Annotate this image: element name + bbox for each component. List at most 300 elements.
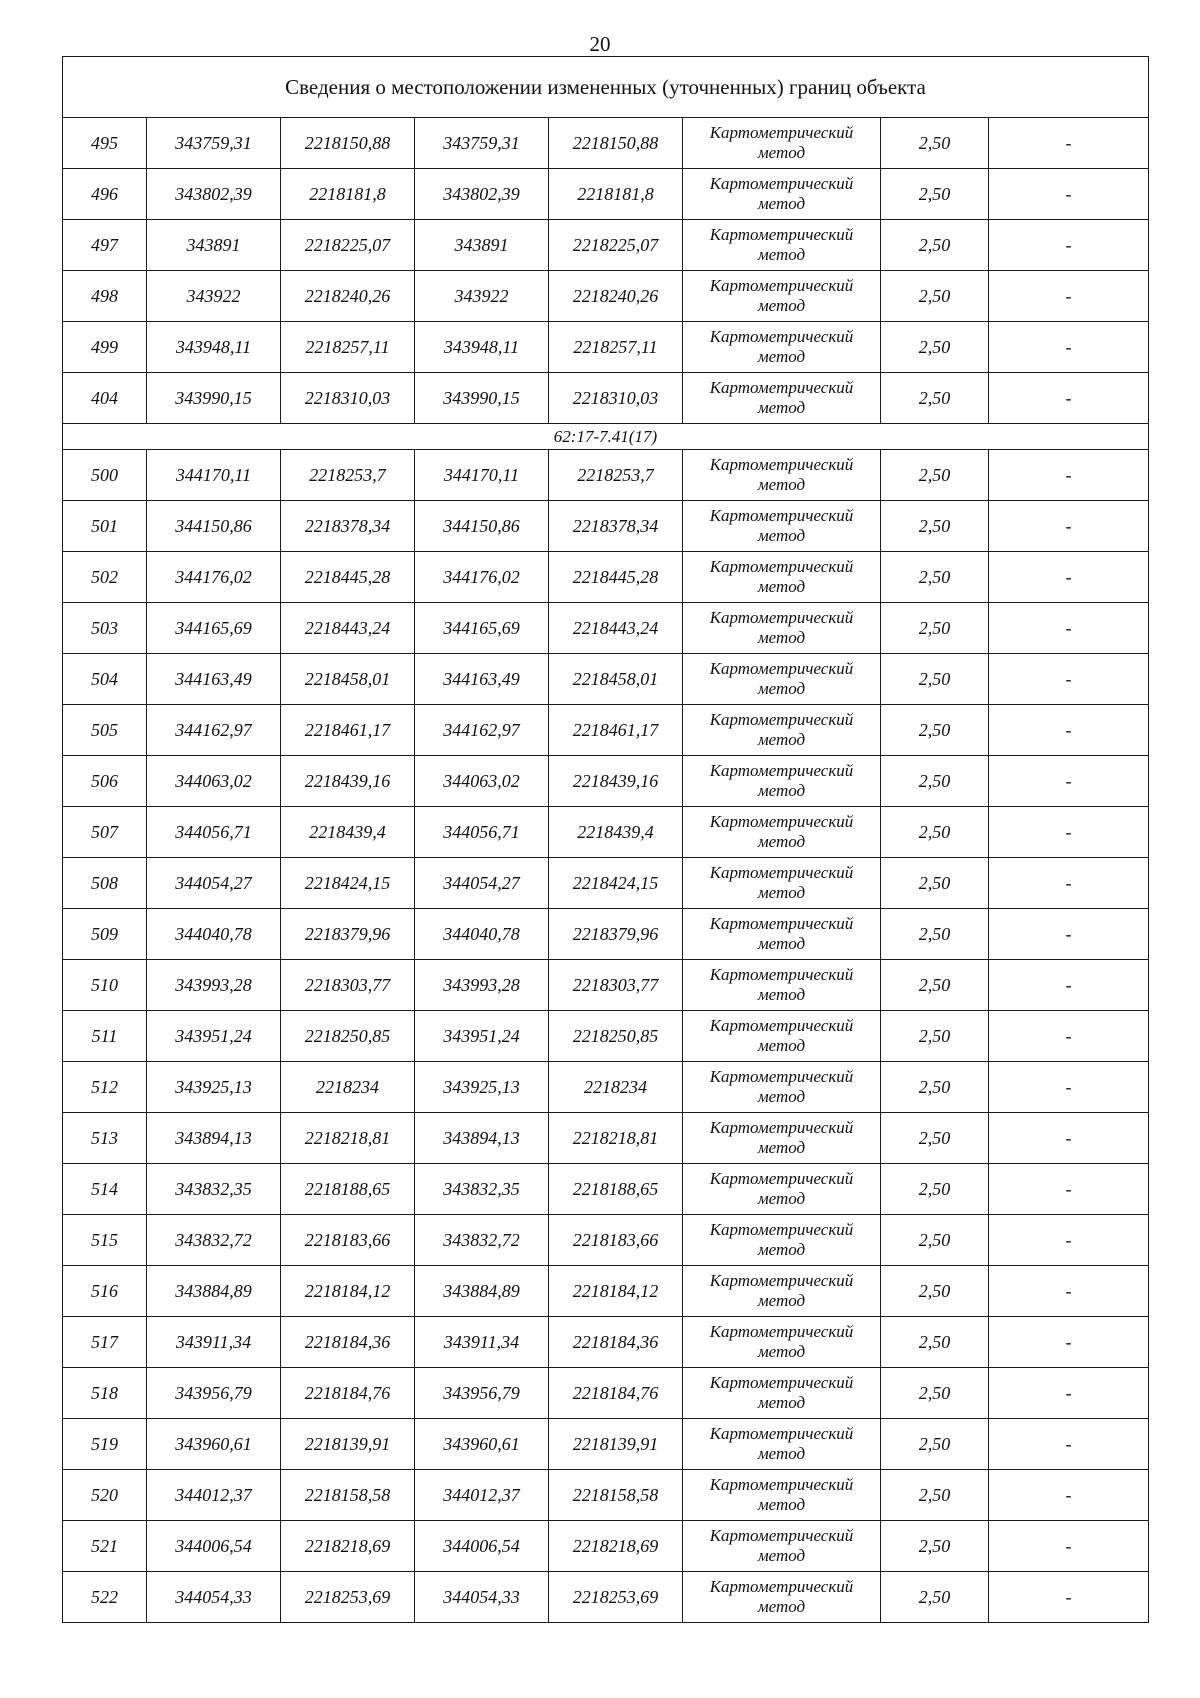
existing-x-cell: 343891: [147, 220, 281, 271]
new-y-cell: 2218218,69: [549, 1521, 683, 1572]
existing-y-cell: 2218218,69: [281, 1521, 415, 1572]
existing-x-cell: 344006,54: [147, 1521, 281, 1572]
existing-y-cell: 2218378,34: [281, 501, 415, 552]
new-y-cell: 2218378,34: [549, 501, 683, 552]
accuracy-cell: 2,50: [881, 960, 989, 1011]
point-number-cell: 495: [63, 118, 147, 169]
existing-y-cell: 2218139,91: [281, 1419, 415, 1470]
new-x-cell: 344063,02: [415, 756, 549, 807]
method-cell: [683, 1470, 881, 1521]
accuracy-cell: 2,50: [881, 373, 989, 424]
note-cell: -: [989, 654, 1149, 705]
point-number-cell: 507: [63, 807, 147, 858]
point-number-cell: 496: [63, 169, 147, 220]
accuracy-cell: 2,50: [881, 1113, 989, 1164]
note-cell: -: [989, 450, 1149, 501]
existing-y-cell: 2218253,69: [281, 1572, 415, 1623]
accuracy-cell: 2,50: [881, 1419, 989, 1470]
new-x-cell: 344176,02: [415, 552, 549, 603]
point-number-cell: 513: [63, 1113, 147, 1164]
method-line-2: метод: [757, 985, 806, 1004]
new-y-cell: 2218184,36: [549, 1317, 683, 1368]
note-cell: -: [989, 1011, 1149, 1062]
method-cell: [683, 1368, 881, 1419]
existing-x-cell: 344150,86: [147, 501, 281, 552]
existing-y-cell: 2218150,88: [281, 118, 415, 169]
note-cell: -: [989, 1113, 1149, 1164]
table-row: [63, 1215, 1149, 1266]
point-number-cell: 502: [63, 552, 147, 603]
table-row: [63, 1572, 1149, 1623]
table-row: [63, 1368, 1149, 1419]
note-cell: -: [989, 858, 1149, 909]
note-cell: -: [989, 271, 1149, 322]
note-cell: -: [989, 909, 1149, 960]
existing-y-cell: 2218443,24: [281, 603, 415, 654]
accuracy-cell: 2,50: [881, 220, 989, 271]
new-y-cell: 2218443,24: [549, 603, 683, 654]
new-x-cell: 343832,72: [415, 1215, 549, 1266]
existing-x-cell: 344176,02: [147, 552, 281, 603]
new-x-cell: 343925,13: [415, 1062, 549, 1113]
point-number-cell: 404: [63, 373, 147, 424]
existing-x-cell: 343993,28: [147, 960, 281, 1011]
point-number-cell: 512: [63, 1062, 147, 1113]
point-number-cell: 504: [63, 654, 147, 705]
method-line-2: метод: [757, 781, 806, 800]
existing-y-cell: 2218439,16: [281, 756, 415, 807]
point-number-cell: 522: [63, 1572, 147, 1623]
method-line-1: Картометрический: [709, 1067, 854, 1086]
point-number-cell: 498: [63, 271, 147, 322]
method-line-1: Картометрический: [709, 1373, 854, 1392]
existing-x-cell: 343802,39: [147, 169, 281, 220]
new-x-cell: 343759,31: [415, 118, 549, 169]
new-x-cell: 343951,24: [415, 1011, 549, 1062]
new-x-cell: 343993,28: [415, 960, 549, 1011]
existing-y-cell: 2218218,81: [281, 1113, 415, 1164]
note-cell: -: [989, 1317, 1149, 1368]
note-cell: -: [989, 1266, 1149, 1317]
table-title: Сведения о местоположении измененных (уточненных) границ объекта: [63, 57, 1149, 118]
existing-y-cell: 2218184,76: [281, 1368, 415, 1419]
existing-x-cell: 343956,79: [147, 1368, 281, 1419]
point-number-cell: 505: [63, 705, 147, 756]
method-cell: [683, 450, 881, 501]
existing-y-cell: 2218458,01: [281, 654, 415, 705]
new-x-cell: 343802,39: [415, 169, 549, 220]
note-cell: -: [989, 1164, 1149, 1215]
accuracy-cell: 2,50: [881, 1011, 989, 1062]
point-number-cell: 501: [63, 501, 147, 552]
table-row: [63, 220, 1149, 271]
accuracy-cell: 2,50: [881, 756, 989, 807]
new-y-cell: 2218183,66: [549, 1215, 683, 1266]
accuracy-cell: 2,50: [881, 1470, 989, 1521]
method-line-1: Картометрический: [709, 965, 854, 984]
new-y-cell: 2218439,16: [549, 756, 683, 807]
existing-x-cell: 343894,13: [147, 1113, 281, 1164]
existing-y-cell: 2218379,96: [281, 909, 415, 960]
point-number-cell: 511: [63, 1011, 147, 1062]
note-cell: -: [989, 1470, 1149, 1521]
new-y-cell: 2218424,15: [549, 858, 683, 909]
method-line-2: метод: [757, 398, 806, 417]
table-row: [63, 1113, 1149, 1164]
method-line-1: Картометрический: [709, 1271, 854, 1290]
method-line-2: метод: [757, 1036, 806, 1055]
table-row: [63, 807, 1149, 858]
note-cell: -: [989, 1521, 1149, 1572]
method-line-1: Картометрический: [709, 914, 854, 933]
method-cell: [683, 1317, 881, 1368]
new-x-cell: 343922: [415, 271, 549, 322]
method-cell: [683, 654, 881, 705]
existing-x-cell: 344163,49: [147, 654, 281, 705]
method-cell: [683, 501, 881, 552]
method-line-1: Картометрический: [709, 608, 854, 627]
table-row: [63, 450, 1149, 501]
method-cell: [683, 1419, 881, 1470]
note-cell: -: [989, 220, 1149, 271]
existing-y-cell: 2218253,7: [281, 450, 415, 501]
method-line-1: Картометрический: [709, 710, 854, 729]
table-row: [63, 705, 1149, 756]
new-x-cell: 343891: [415, 220, 549, 271]
new-x-cell: 344163,49: [415, 654, 549, 705]
accuracy-cell: 2,50: [881, 1164, 989, 1215]
accuracy-cell: 2,50: [881, 169, 989, 220]
existing-x-cell: 343960,61: [147, 1419, 281, 1470]
accuracy-cell: 2,50: [881, 1317, 989, 1368]
method-line-2: метод: [757, 883, 806, 902]
existing-x-cell: 343951,24: [147, 1011, 281, 1062]
method-line-1: Картометрический: [709, 1169, 854, 1188]
table-title-row: [63, 57, 1149, 118]
point-number-cell: 519: [63, 1419, 147, 1470]
new-x-cell: 343832,35: [415, 1164, 549, 1215]
method-cell: [683, 909, 881, 960]
existing-x-cell: 344040,78: [147, 909, 281, 960]
new-y-cell: 2218257,11: [549, 322, 683, 373]
new-x-cell: 344054,27: [415, 858, 549, 909]
method-line-2: метод: [757, 1240, 806, 1259]
existing-x-cell: 343884,89: [147, 1266, 281, 1317]
new-y-cell: 2218234: [549, 1062, 683, 1113]
accuracy-cell: 2,50: [881, 118, 989, 169]
existing-x-cell: 343832,35: [147, 1164, 281, 1215]
existing-x-cell: 344054,33: [147, 1572, 281, 1623]
new-y-cell: 2218439,4: [549, 807, 683, 858]
method-line-2: метод: [757, 628, 806, 647]
point-number-cell: 517: [63, 1317, 147, 1368]
existing-x-cell: 344162,97: [147, 705, 281, 756]
note-cell: -: [989, 1419, 1149, 1470]
accuracy-cell: 2,50: [881, 909, 989, 960]
new-y-cell: 2218139,91: [549, 1419, 683, 1470]
new-x-cell: 344056,71: [415, 807, 549, 858]
new-y-cell: 2218253,7: [549, 450, 683, 501]
new-x-cell: 343948,11: [415, 322, 549, 373]
accuracy-cell: 2,50: [881, 1266, 989, 1317]
existing-x-cell: 344012,37: [147, 1470, 281, 1521]
existing-y-cell: 2218461,17: [281, 705, 415, 756]
method-line-1: Картометрический: [709, 225, 854, 244]
accuracy-cell: 2,50: [881, 1572, 989, 1623]
method-cell: [683, 1215, 881, 1266]
existing-y-cell: 2218234: [281, 1062, 415, 1113]
point-number-cell: 520: [63, 1470, 147, 1521]
accuracy-cell: 2,50: [881, 807, 989, 858]
table-row: [63, 1521, 1149, 1572]
existing-x-cell: 344165,69: [147, 603, 281, 654]
method-cell: [683, 603, 881, 654]
existing-x-cell: 343925,13: [147, 1062, 281, 1113]
new-x-cell: 344006,54: [415, 1521, 549, 1572]
new-x-cell: 343956,79: [415, 1368, 549, 1419]
method-cell: [683, 1062, 881, 1113]
method-line-2: метод: [757, 1444, 806, 1463]
method-line-2: метод: [757, 1546, 806, 1565]
table-row: [63, 1062, 1149, 1113]
existing-y-cell: 2218303,77: [281, 960, 415, 1011]
table-row: [63, 1317, 1149, 1368]
method-cell: [683, 1266, 881, 1317]
table-row: [63, 1011, 1149, 1062]
existing-x-cell: 344056,71: [147, 807, 281, 858]
table-row: [63, 603, 1149, 654]
existing-x-cell: 343832,72: [147, 1215, 281, 1266]
point-number-cell: 499: [63, 322, 147, 373]
table-row: [63, 1266, 1149, 1317]
accuracy-cell: 2,50: [881, 552, 989, 603]
method-cell: [683, 1113, 881, 1164]
table-row: [63, 1470, 1149, 1521]
note-cell: -: [989, 960, 1149, 1011]
method-line-2: метод: [757, 1597, 806, 1616]
point-number-cell: 510: [63, 960, 147, 1011]
accuracy-cell: 2,50: [881, 1215, 989, 1266]
method-line-2: метод: [757, 245, 806, 264]
point-number-cell: 497: [63, 220, 147, 271]
existing-y-cell: 2218184,12: [281, 1266, 415, 1317]
existing-x-cell: 344054,27: [147, 858, 281, 909]
method-cell: [683, 1521, 881, 1572]
point-number-cell: 500: [63, 450, 147, 501]
new-x-cell: 343884,89: [415, 1266, 549, 1317]
method-line-1: Картометрический: [709, 174, 854, 193]
existing-x-cell: 343948,11: [147, 322, 281, 373]
table-row: [63, 654, 1149, 705]
method-line-2: метод: [757, 347, 806, 366]
table-row: [63, 756, 1149, 807]
note-cell: -: [989, 322, 1149, 373]
method-line-2: метод: [757, 194, 806, 213]
new-y-cell: 2218379,96: [549, 909, 683, 960]
existing-y-cell: 2218424,15: [281, 858, 415, 909]
method-line-2: метод: [757, 934, 806, 953]
new-x-cell: 343960,61: [415, 1419, 549, 1470]
note-cell: -: [989, 1062, 1149, 1113]
new-y-cell: 2218303,77: [549, 960, 683, 1011]
method-cell: [683, 858, 881, 909]
method-cell: [683, 807, 881, 858]
accuracy-cell: 2,50: [881, 1368, 989, 1419]
new-y-cell: 2218250,85: [549, 1011, 683, 1062]
method-line-1: Картометрический: [709, 1577, 854, 1596]
method-line-2: метод: [757, 1393, 806, 1412]
existing-y-cell: 2218250,85: [281, 1011, 415, 1062]
accuracy-cell: 2,50: [881, 501, 989, 552]
page-number: 20: [589, 32, 611, 56]
method-line-1: Картометрический: [709, 506, 854, 525]
method-line-1: Картометрический: [709, 276, 854, 295]
existing-y-cell: 2218240,26: [281, 271, 415, 322]
note-cell: -: [989, 1215, 1149, 1266]
accuracy-cell: 2,50: [881, 858, 989, 909]
new-y-cell: 2218461,17: [549, 705, 683, 756]
existing-x-cell: 343911,34: [147, 1317, 281, 1368]
method-line-2: метод: [757, 526, 806, 545]
existing-x-cell: 344170,11: [147, 450, 281, 501]
method-cell: [683, 373, 881, 424]
method-line-1: Картометрический: [709, 812, 854, 831]
new-y-cell: 2218184,12: [549, 1266, 683, 1317]
existing-y-cell: 2218188,65: [281, 1164, 415, 1215]
section-label: 62:17-7.41(17): [63, 424, 1149, 450]
method-line-2: метод: [757, 679, 806, 698]
existing-y-cell: 2218310,03: [281, 373, 415, 424]
method-line-2: метод: [757, 143, 806, 162]
point-number-cell: 518: [63, 1368, 147, 1419]
new-y-cell: 2218218,81: [549, 1113, 683, 1164]
new-y-cell: 2218188,65: [549, 1164, 683, 1215]
new-y-cell: 2218445,28: [549, 552, 683, 603]
new-y-cell: 2218225,07: [549, 220, 683, 271]
note-cell: -: [989, 807, 1149, 858]
new-x-cell: 344150,86: [415, 501, 549, 552]
method-line-1: Картометрический: [709, 1220, 854, 1239]
method-line-2: метод: [757, 1342, 806, 1361]
method-line-1: Картометрический: [709, 327, 854, 346]
method-cell: [683, 1011, 881, 1062]
table-row: [63, 1419, 1149, 1470]
method-cell: [683, 271, 881, 322]
point-number-cell: 508: [63, 858, 147, 909]
point-number-cell: 516: [63, 1266, 147, 1317]
method-line-1: Картометрический: [709, 557, 854, 576]
existing-x-cell: 343990,15: [147, 373, 281, 424]
existing-y-cell: 2218184,36: [281, 1317, 415, 1368]
note-cell: -: [989, 118, 1149, 169]
method-cell: [683, 705, 881, 756]
new-y-cell: 2218253,69: [549, 1572, 683, 1623]
method-cell: [683, 756, 881, 807]
point-number-cell: 506: [63, 756, 147, 807]
method-line-1: Картометрический: [709, 1526, 854, 1545]
new-x-cell: 344054,33: [415, 1572, 549, 1623]
method-cell: [683, 1164, 881, 1215]
table-body: [63, 57, 1149, 1623]
new-y-cell: 2218158,58: [549, 1470, 683, 1521]
new-y-cell: 2218310,03: [549, 373, 683, 424]
table-row: [63, 501, 1149, 552]
method-line-1: Картометрический: [709, 1016, 854, 1035]
table-row: [63, 552, 1149, 603]
new-x-cell: 344012,37: [415, 1470, 549, 1521]
new-y-cell: 2218240,26: [549, 271, 683, 322]
new-x-cell: 343990,15: [415, 373, 549, 424]
method-cell: [683, 960, 881, 1011]
new-x-cell: 344165,69: [415, 603, 549, 654]
table-row: [63, 960, 1149, 1011]
method-line-1: Картометрический: [709, 455, 854, 474]
accuracy-cell: 2,50: [881, 654, 989, 705]
method-line-2: метод: [757, 1189, 806, 1208]
method-line-1: Картометрический: [709, 761, 854, 780]
accuracy-cell: 2,50: [881, 1521, 989, 1572]
accuracy-cell: 2,50: [881, 1062, 989, 1113]
note-cell: -: [989, 1368, 1149, 1419]
method-line-1: Картометрический: [709, 1424, 854, 1443]
new-y-cell: 2218458,01: [549, 654, 683, 705]
method-line-2: метод: [757, 730, 806, 749]
method-line-1: Картометрический: [709, 863, 854, 882]
new-x-cell: 343911,34: [415, 1317, 549, 1368]
table-row: [63, 373, 1149, 424]
table-row: [63, 322, 1149, 373]
new-y-cell: 2218150,88: [549, 118, 683, 169]
existing-y-cell: 2218158,58: [281, 1470, 415, 1521]
note-cell: -: [989, 169, 1149, 220]
accuracy-cell: 2,50: [881, 603, 989, 654]
point-number-cell: 515: [63, 1215, 147, 1266]
method-line-2: метод: [757, 1087, 806, 1106]
method-line-1: Картометрический: [709, 1322, 854, 1341]
new-x-cell: 344162,97: [415, 705, 549, 756]
boundary-coordinates-table: [62, 56, 1149, 1623]
table-row: [63, 1164, 1149, 1215]
existing-y-cell: 2218183,66: [281, 1215, 415, 1266]
method-line-2: метод: [757, 296, 806, 315]
existing-y-cell: 2218445,28: [281, 552, 415, 603]
note-cell: -: [989, 756, 1149, 807]
accuracy-cell: 2,50: [881, 322, 989, 373]
existing-y-cell: 2218181,8: [281, 169, 415, 220]
existing-y-cell: 2218439,4: [281, 807, 415, 858]
table-row: [63, 118, 1149, 169]
method-line-2: метод: [757, 475, 806, 494]
point-number-cell: 509: [63, 909, 147, 960]
method-line-1: Картометрический: [709, 1118, 854, 1137]
method-line-1: Картометрический: [709, 1475, 854, 1494]
new-x-cell: 344040,78: [415, 909, 549, 960]
method-line-2: метод: [757, 1291, 806, 1310]
table-row: [63, 169, 1149, 220]
table-row: [63, 858, 1149, 909]
existing-x-cell: 343922: [147, 271, 281, 322]
new-y-cell: 2218181,8: [549, 169, 683, 220]
note-cell: -: [989, 705, 1149, 756]
point-number-cell: 521: [63, 1521, 147, 1572]
method-line-2: метод: [757, 1138, 806, 1157]
method-line-1: Картометрический: [709, 123, 854, 142]
new-y-cell: 2218184,76: [549, 1368, 683, 1419]
method-cell: [683, 118, 881, 169]
note-cell: -: [989, 552, 1149, 603]
note-cell: -: [989, 373, 1149, 424]
method-line-1: Картометрический: [709, 378, 854, 397]
